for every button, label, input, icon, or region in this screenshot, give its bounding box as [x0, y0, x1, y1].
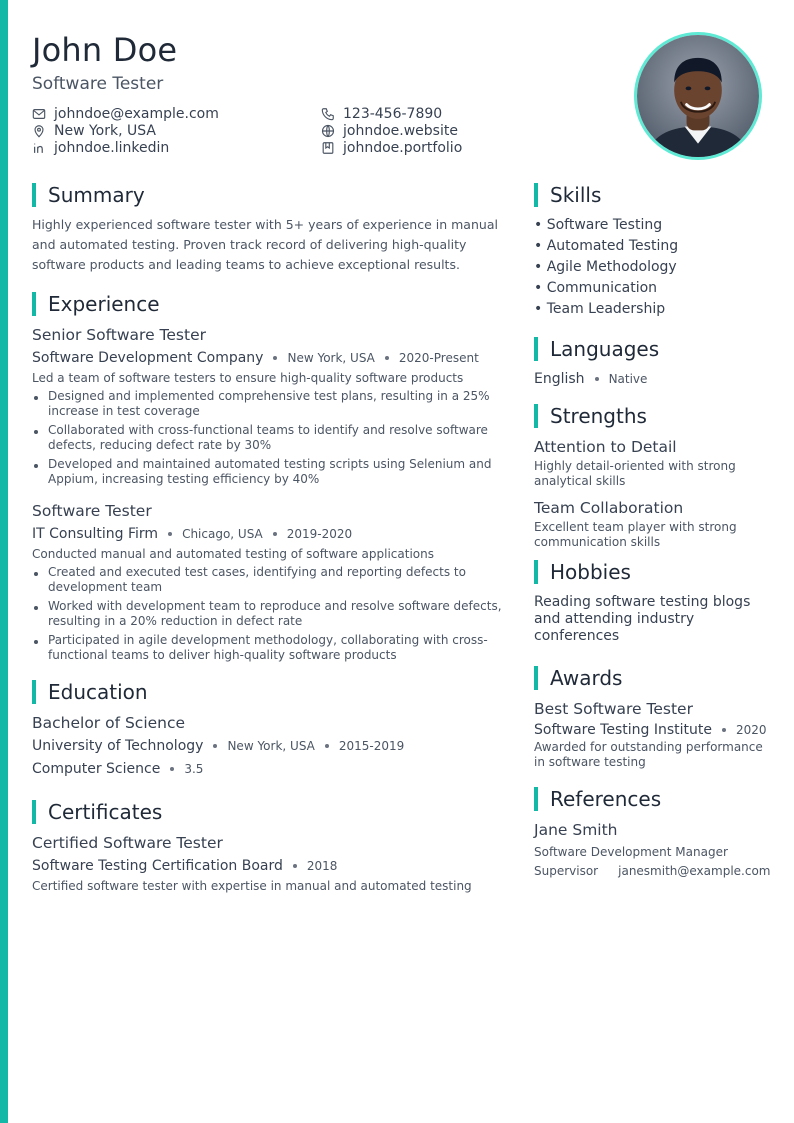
job-company: IT Consulting Firm	[32, 526, 159, 542]
skills-heading: Skills	[534, 182, 774, 208]
award-issuer: Software Testing Institute	[534, 722, 712, 738]
education-field-row	[32, 759, 502, 779]
language-row	[534, 371, 774, 387]
job-title: Senior Software Tester	[32, 326, 206, 344]
certificates-heading: Certificates	[32, 799, 502, 825]
contact-phone[interactable]	[321, 105, 581, 122]
email-text: johndoe@example.com	[54, 105, 219, 122]
education-section	[32, 679, 502, 779]
job-entry	[32, 325, 502, 487]
hobbies-heading: Hobbies	[534, 559, 774, 585]
language-level: Native	[608, 372, 648, 386]
location-pin-icon	[32, 124, 46, 138]
reference-relation: Supervisor	[534, 864, 599, 878]
location-text: New York, USA	[54, 122, 156, 139]
profile-photo-image	[637, 35, 759, 157]
certificate-description: Certified software tester with expertise in manual and automated testing	[32, 879, 472, 893]
skill-item: • Team Leadership	[534, 301, 666, 317]
certificate-year: 2018	[306, 859, 338, 873]
website-text: johndoe.website	[343, 122, 458, 139]
contact-email[interactable]	[32, 105, 321, 122]
strength-item	[534, 498, 774, 550]
left-column	[32, 182, 502, 911]
skills-section	[534, 182, 774, 320]
languages-section	[534, 336, 774, 387]
job-location: Chicago, USA	[182, 527, 263, 541]
strength-description: Excellent team player with strong communication skills	[534, 520, 737, 549]
job-bullet: Created and executed test cases, identifying and reporting defects to development team	[32, 565, 502, 595]
education-field: Computer Science	[32, 761, 161, 777]
language-name: English	[534, 371, 585, 387]
awards-section	[534, 665, 774, 770]
strength-title: Team Collaboration	[534, 499, 684, 517]
profile-photo	[634, 32, 762, 160]
strengths-section	[534, 403, 774, 550]
job-bullet: Worked with development team to reproduce and resolve software defects, resulting in a 20% reduction in defect rate	[32, 599, 502, 629]
education-gpa: 3.5	[184, 762, 204, 776]
award-year: 2020	[735, 723, 767, 737]
references-section	[534, 786, 774, 881]
reference-position: Software Development Manager	[534, 845, 728, 859]
bookmark-icon	[321, 141, 335, 155]
linkedin-text: johndoe.linkedin	[54, 139, 170, 156]
job-location: New York, USA	[287, 351, 375, 365]
reference-name: Jane Smith	[534, 821, 618, 839]
hobbies-section	[534, 559, 774, 645]
job-title: Software Tester	[32, 502, 152, 520]
right-column	[534, 182, 774, 897]
certificate-meta	[32, 856, 502, 876]
strength-item	[534, 437, 774, 489]
accent-bar	[0, 0, 8, 1123]
skill-item: • Agile Methodology	[534, 259, 677, 275]
phone-text: 123-456-7890	[343, 105, 443, 122]
portfolio-text: johndoe.portfolio	[343, 139, 463, 156]
reference-contact-row	[534, 861, 774, 881]
education-dates: 2015-2019	[338, 739, 405, 753]
hobby-text: Reading software testing blogs and attending industry conferences	[534, 594, 751, 644]
certificate-name: Certified Software Tester	[32, 834, 223, 852]
job-dates: 2020-Present	[398, 351, 479, 365]
job-bullet: Designed and implemented comprehensive test plans, resulting in a 25% increase in test coverage	[32, 389, 502, 419]
job-description: Led a team of software testers to ensure high-quality software products	[32, 371, 464, 385]
languages-heading: Languages	[534, 336, 774, 362]
award-meta	[534, 722, 774, 738]
candidate-title: Software Tester	[32, 74, 164, 94]
job-bullet: Collaborated with cross-functional teams to identify and resolve software defects, reducing defect rate by 30%	[32, 423, 502, 453]
job-bullets	[32, 389, 502, 487]
education-degree: Bachelor of Science	[32, 714, 186, 732]
education-location: New York, USA	[227, 739, 315, 753]
job-bullets	[32, 565, 502, 663]
contact-portfolio[interactable]	[321, 139, 581, 156]
job-meta	[32, 348, 502, 368]
summary-heading: Summary	[32, 182, 502, 208]
skill-item: • Communication	[534, 280, 658, 296]
references-heading: References	[534, 786, 774, 812]
strength-title: Attention to Detail	[534, 438, 677, 456]
job-company: Software Development Company	[32, 350, 264, 366]
experience-section	[32, 291, 502, 663]
resume-header	[32, 30, 622, 156]
contact-linkedin[interactable]	[32, 139, 321, 156]
award-description: Awarded for outstanding performance in software testing	[534, 740, 763, 769]
contact-info	[32, 105, 622, 156]
skill-item: • Software Testing	[534, 217, 663, 233]
candidate-name: John Doe	[32, 31, 178, 69]
phone-icon	[321, 107, 335, 121]
award-name: Best Software Tester	[534, 700, 693, 718]
job-dates: 2019-2020	[286, 527, 353, 541]
strengths-heading: Strengths	[534, 403, 774, 429]
certificates-section	[32, 799, 502, 895]
certificate-issuer: Software Testing Certification Board	[32, 858, 283, 874]
education-school: University of Technology	[32, 738, 204, 754]
contact-location	[32, 122, 321, 139]
education-heading: Education	[32, 679, 502, 705]
job-entry	[32, 501, 502, 663]
strength-description: Highly detail-oriented with strong analytical skills	[534, 459, 736, 488]
summary-section	[32, 182, 502, 275]
skill-item: • Automated Testing	[534, 238, 679, 254]
reference-email[interactable]: janesmith@example.com	[618, 864, 771, 878]
summary-text: Highly experienced software tester with 5+ years of experience in manual and automated testing. Proven track record of delivering high-quality software products and leading teams to achieve exceptional results.	[32, 217, 498, 272]
job-bullet: Developed and maintained automated testing scripts using Selenium and Appium, increasing testing efficiency by 40%	[32, 457, 502, 487]
experience-heading: Experience	[32, 291, 502, 317]
awards-heading: Awards	[534, 665, 774, 691]
linkedin-icon	[32, 141, 46, 155]
contact-website[interactable]	[321, 122, 581, 139]
mail-icon	[32, 107, 46, 121]
job-description: Conducted manual and automated testing of software applications	[32, 547, 434, 561]
job-meta	[32, 524, 502, 544]
skills-list	[534, 215, 774, 320]
education-meta	[32, 736, 502, 756]
globe-icon	[321, 124, 335, 138]
job-bullet: Participated in agile development methodology, collaborating with cross-functional teams to deliver high-quality software products	[32, 633, 502, 663]
